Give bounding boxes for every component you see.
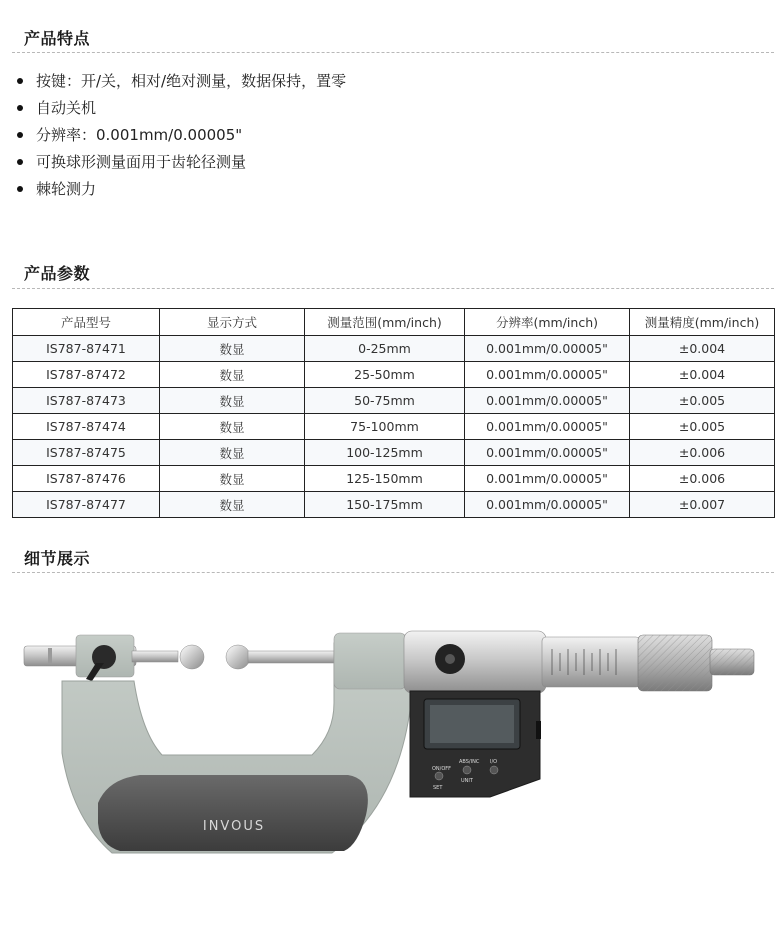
abs-inc-button[interactable] xyxy=(463,766,471,774)
feature-list xyxy=(16,70,346,205)
params-title: 产品参数 xyxy=(24,264,91,283)
bullet-icon xyxy=(17,159,23,165)
table-row: IS787-87473 数显 50-75mm 0.001mm/0.00005" ±0.005 xyxy=(13,388,775,414)
onoff-label: ON/OFF xyxy=(432,766,452,772)
abs-inc-label: ABS/INC xyxy=(459,759,480,765)
io-button[interactable] xyxy=(490,766,498,774)
brand-logo: INVOUS xyxy=(202,819,266,834)
bullet-icon xyxy=(17,132,23,138)
feature-item: 棘轮测力 xyxy=(16,178,346,205)
divider xyxy=(12,288,774,289)
detail-title: 细节展示 xyxy=(24,549,91,568)
divider xyxy=(12,572,774,573)
table-header-row xyxy=(13,309,775,336)
product-photo xyxy=(12,583,774,928)
feature-item: 自动关机 xyxy=(16,97,346,124)
micrometer-illustration xyxy=(12,583,774,928)
table-row: IS787-87475 数显 100-125mm 0.001mm/0.00005" ±0.006 xyxy=(13,440,775,466)
table-row: IS787-87472 数显 25-50mm 0.001mm/0.00005" ±0.004 xyxy=(13,362,775,388)
spec-table xyxy=(12,308,775,518)
col-header-model: 产品型号 xyxy=(13,309,160,336)
features-title: 产品特点 xyxy=(24,29,91,48)
col-header-accuracy: 测量精度(mm/inch) xyxy=(630,309,775,336)
table-row: IS787-87477 数显 150-175mm 0.001mm/0.00005" ±0.007 xyxy=(13,492,775,518)
bullet-icon xyxy=(17,78,23,84)
bullet-icon xyxy=(17,186,23,192)
col-header-display: 显示方式 xyxy=(160,309,305,336)
io-label: I/O xyxy=(490,759,498,765)
bullet-icon xyxy=(17,105,23,111)
feature-item: 分辨率：0.001mm/0.00005" xyxy=(16,124,346,151)
table-row: IS787-87476 数显 125-150mm 0.001mm/0.00005" ±0.006 xyxy=(13,466,775,492)
col-header-range: 测量范围(mm/inch) xyxy=(305,309,465,336)
table-row: IS787-87474 数显 75-100mm 0.001mm/0.00005" ±0.005 xyxy=(13,414,775,440)
set-label: SET xyxy=(433,785,443,791)
table-row: IS787-87471 数显 0-25mm 0.001mm/0.00005" ±0.004 xyxy=(13,336,775,362)
feature-item: 按键：开/关，相对/绝对测量，数据保持，置零 xyxy=(16,70,346,97)
unit-label: UNIT xyxy=(461,778,473,784)
onoff-button[interactable] xyxy=(435,772,443,780)
feature-item: 可换球形测量面用于齿轮径测量 xyxy=(16,151,346,178)
divider xyxy=(12,52,774,53)
col-header-resolution: 分辨率(mm/inch) xyxy=(465,309,630,336)
